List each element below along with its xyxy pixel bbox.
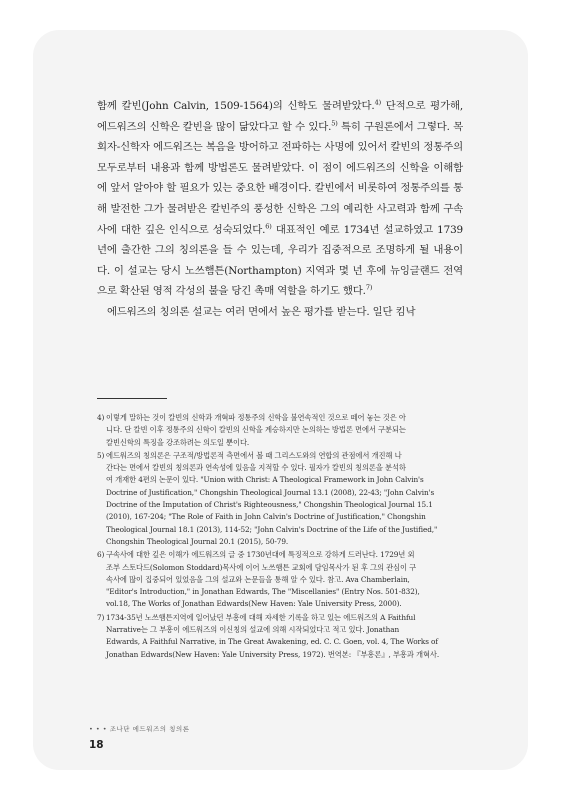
main-text xyxy=(97,96,463,323)
footnote-line: 이렇게 말하는 것이 칼빈의 신학과 개혁파 정통주의 신학을 불연속적인 것으로 떼어 놓는 것은 아 xyxy=(106,413,406,422)
footnote-7 xyxy=(97,612,465,661)
text-segment: 특히 구원론에서 그렇다. 목회자-신학자 에드워즈는 복음을 방어하고 전파하는 사명에 있어서 칼빈의 정통주의 모두로부터 내용과 함께 방법론도 물려받았다. 이 점이 에드워즈의 신학을 이해함에 앞서 알아야 할 필요가 있는 중요한 배경이다. 칼빈에서 비롯하여 정통주의를 통해 발전한 그가 물려받은 칼빈주의 풍성한 신학은 그의 예리한 사고력과 함께 구속사에 대한 깊은 인식으로 성숙되었다. xyxy=(97,120,463,236)
paragraph-1 xyxy=(97,96,463,302)
footnote-line: Doctrine of the Imputation of Christ's Righteousness," Chongshin Theological Journal 15.1 xyxy=(106,500,433,510)
footnote-text xyxy=(106,412,465,449)
footnote-ref-5[interactable]: 5) xyxy=(331,119,338,128)
footnote-line: 1734-35년 노쓰햄튼지역에 일어났던 부흥에 대해 자세한 기록을 하고 있는 에드워즈의 A Faithful xyxy=(106,612,416,622)
footnote-5 xyxy=(97,450,465,548)
footnote-number: 4) xyxy=(97,413,105,422)
footnote-line: 칼빈신학의 특징을 강조하려는 의도일 뿐이다. xyxy=(106,437,250,447)
footnote-line: "Editor's Introduction," in Jonathan Edwards, The "Miscellanies" (Entry Nos. 501-832), xyxy=(106,587,420,597)
footnote-ref-4[interactable]: 4) xyxy=(374,98,381,107)
footnote-line: 여 개재한 4편의 논문이 있다. "Union with Christ: A Theological Framework in John Calvin's xyxy=(106,475,424,485)
footnote-line: Narrative는 그 부흥이 에드워즈의 이신칭의 설교에 의해 시작되었다고 적고 있다. Jonathan xyxy=(106,625,400,635)
footnote-6 xyxy=(97,549,465,610)
text-segment: 단적으로 평가해, 에드워즈의 신학은 칼빈을 많이 닮았다고 할 수 있다. xyxy=(97,100,464,133)
footnote-line: Jonathan Edwards(New Haven: Yale University Press, 1972). 번역본: 『부흥론』, 부흥과 개혁사. xyxy=(106,649,440,659)
footnotes xyxy=(97,412,465,662)
running-footer: • • • 조나단 에드워즈의 칭의론 xyxy=(89,725,190,733)
footnote-line: 간다는 면에서 칼빈의 칭의론과 연속성에 있음을 지적할 수 있다. 필자가 칼빈의 칭의론을 분석하 xyxy=(106,463,406,473)
footnote-line: Chongshin Theological Journal 20.1 (2015), 50-79. xyxy=(106,536,289,546)
footnote-text xyxy=(106,612,465,661)
footnote-divider xyxy=(97,398,167,399)
footnote-line: vol.18, The Works of Jonathan Edwards(New Haven: Yale University Press, 2000). xyxy=(106,599,402,609)
footnote-line: 니다. 단 칼빈 이후 정통주의 신학이 칼빈의 신학을 계승하지만 논의하는 방법론 면에서 구분되는 xyxy=(106,425,406,435)
footnote-line: Theological Journal 18.1 (2013), 114-52; "John Calvin's Doctrine of the Life of the Justified," xyxy=(106,524,438,534)
footnote-line: (2010), 167-204; "The Role of Faith in John Calvin's Doctrine of Justification," Chongshin xyxy=(106,512,426,522)
footnote-line: 구속사에 대한 깊은 이해가 에드워즈의 글 중 1730년대에 특징적으로 강하게 드러난다. 1729년 외 xyxy=(106,550,415,560)
paragraph-2: 에드워즈의 칭의론 설교는 여러 면에서 높은 평가를 받는다. 일단 킴낙 xyxy=(107,305,416,318)
footnote-ref-6[interactable]: 6) xyxy=(265,222,272,231)
footnote-line: Doctrine of Justification," Chongshin Theological Journal 13.1 (2008), 22-43; "John Calvin's xyxy=(106,487,435,497)
footnote-line: 에드워즈의 칭의론은 구조적/방법론적 측면에서 볼 때 그리스도와의 연합의 관점에서 개진해 나 xyxy=(106,450,402,460)
footnote-text xyxy=(106,450,465,548)
footnote-number: 6) xyxy=(97,550,105,560)
footnote-line: Edwards, A Faithful Narrative, in The Great Awakening, ed. C. C. Goen, vol. 4, The Works of xyxy=(106,637,438,647)
footnote-4 xyxy=(97,412,465,449)
footnote-line: 조부 스토다드(Solomon Stoddard)목사에 이어 노쓰햄튼 교회에 담임목사가 된 후 그의 관심이 구 xyxy=(106,562,417,572)
footnote-number: 7) xyxy=(97,612,105,622)
page-number: 18 xyxy=(89,739,104,751)
footnote-line: 속사에 많이 집중되어 있었음을 그의 설교와 논문들을 통해 알 수 있다. 참고. Ava Chamberlain, xyxy=(106,574,410,584)
footnote-ref-7[interactable]: 7) xyxy=(365,283,373,292)
footnote-text xyxy=(106,549,465,610)
text-segment: 함께 칼빈(John Calvin, 1509-1564)의 신학도 물려받았다. xyxy=(97,100,375,112)
text-segment: 대표적인 예로 1734년 설교하였고 1739년에 출간한 그의 칭의론을 들 수 있는데, 우리가 집중적으로 조명하게 될 내용이다. 이 설교는 당시 노쓰햄튼(Northampton) 지역과 몇 년 후에 뉴잉글랜드 전역으로 확산된 영적 각성의 불을 당긴 촉매 역할을 하기도 했다. xyxy=(97,223,463,298)
footnote-number: 5) xyxy=(97,450,105,460)
